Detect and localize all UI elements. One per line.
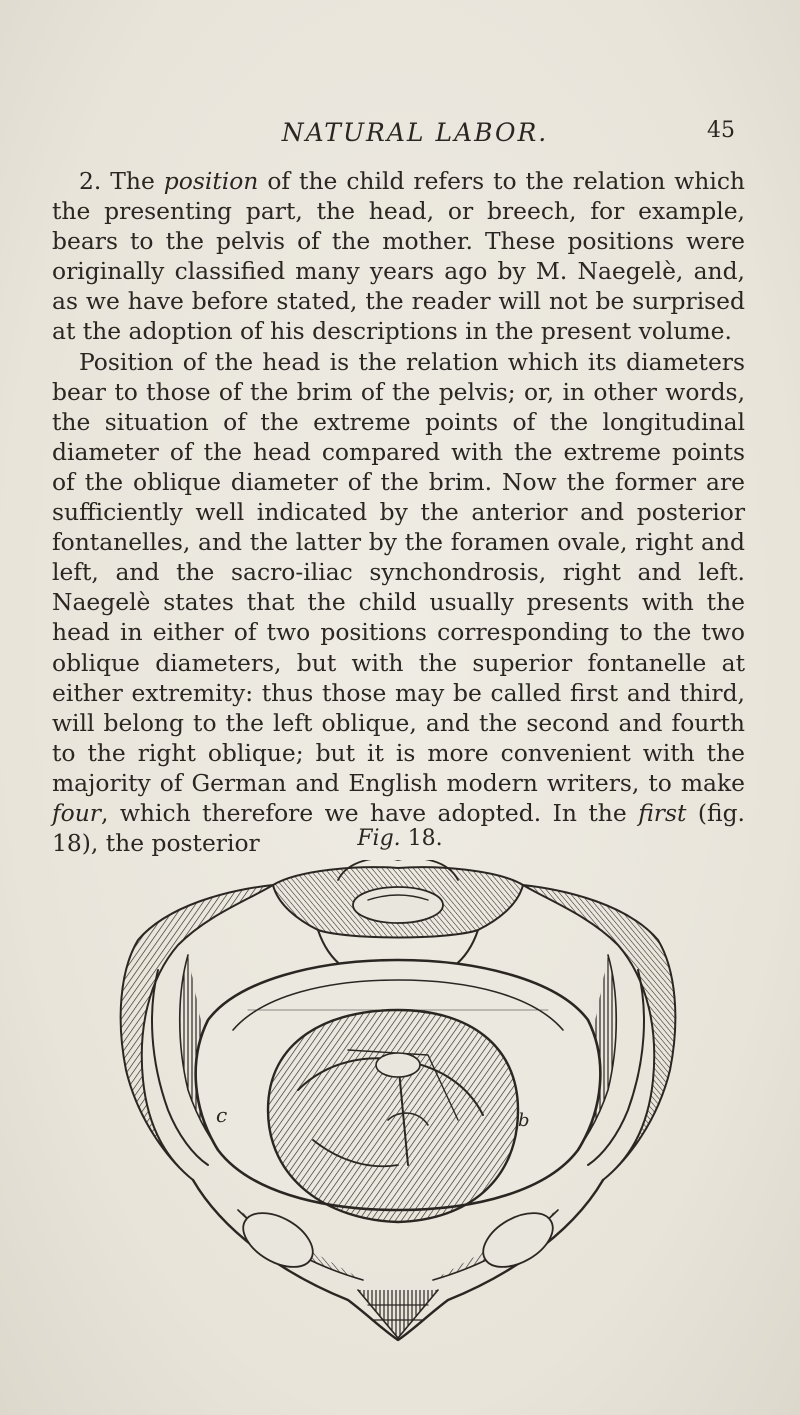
pelvis-engraving [98, 860, 698, 1350]
figure-caption [0, 826, 800, 851]
figure-letter-left: c [216, 1103, 228, 1127]
figure-caption-label: Fig. [357, 826, 401, 851]
emphasis-first: first [638, 798, 687, 827]
pelvis-illustration [98, 860, 698, 1350]
paragraph-head-position [52, 347, 745, 859]
emphasis-position: position [163, 167, 259, 195]
paragraph-positions [52, 166, 745, 347]
paragraph-text: of the child refers to the relation which the presenting part, the head, or breech, for example, bears to the pelvis of the mother. These positions were originally classified many years ago by M. Naegelè, and, as we have before stated, the reader will not be surprised at the adoption of his descriptions in the present volume. [52, 167, 745, 346]
figure-letter-right: b [518, 1110, 530, 1131]
running-head [95, 118, 735, 154]
paragraph-text: (fig. 18), the posterior [52, 798, 745, 858]
body-text [52, 166, 745, 858]
figure-caption-number: 18. [407, 826, 443, 851]
running-title: NATURAL LABOR. [281, 118, 549, 147]
paragraph-text: 2. The [79, 167, 164, 195]
emphasis-four: four [52, 798, 101, 827]
fetal-head [268, 1010, 518, 1222]
paragraph-text: Position of the head is the relation which its diameters bear to those of the brim of the pelvis; or, in other words, the situation of the extreme points of the longitudinal diameter of the head compared with the extreme points of the oblique diameter of the brim. Now the former are sufficiently well indicated by the anterior and posterior fontanelles, and the latter by the foramen ovale, right and left, and the sacro-iliac synchondrosis, right and left. Naegelè states that the child usually presents with the head in either of two positions corresponding to the two oblique diameters, but with the superior fontanelle at either extremity: thus those may be called first and third, will belong to the left oblique, and the second and fourth to the right oblique; but it is more convenient with the majority of German and English modern writers, to make [52, 347, 745, 797]
page-number: 45 [707, 118, 735, 143]
paragraph-text: , which therefore we have adopted. In the [101, 798, 639, 827]
